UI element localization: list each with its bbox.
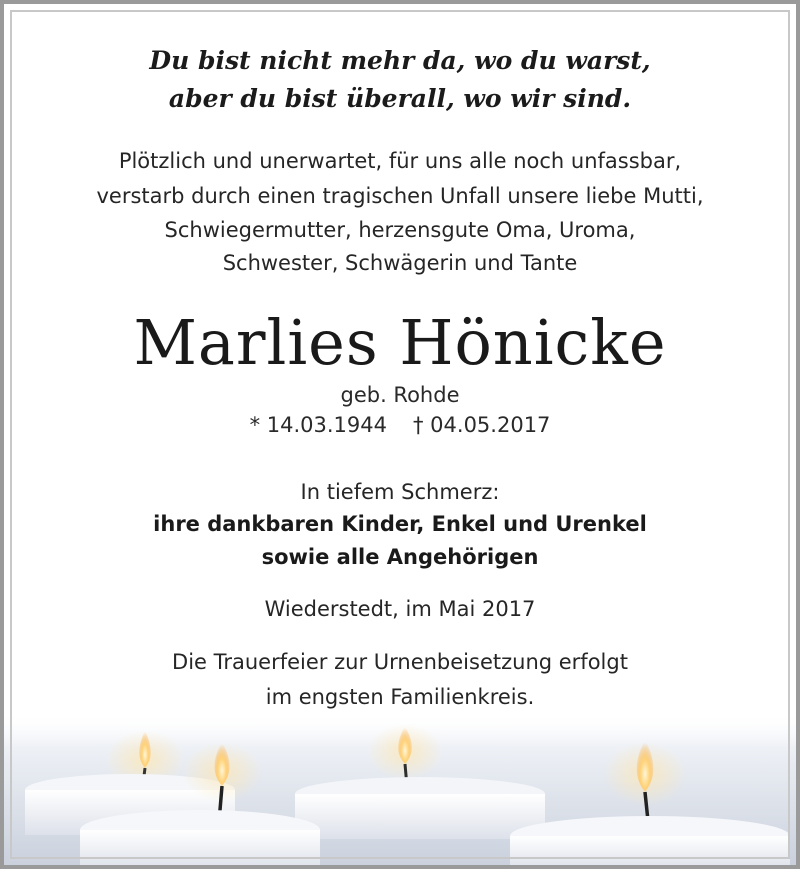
candles-image [0, 712, 800, 869]
deceased-name: Marlies Hönicke [133, 306, 667, 379]
intro-line-1: Plötzlich und unerwartet, für uns alle noch unfassbar, [118, 149, 682, 173]
mourners-line-1: ihre dankbaren Kinder, Enkel und Urenkel [153, 512, 647, 536]
place-date: Wiederstedt, im Mai 2017 [264, 597, 536, 621]
birth-date: * 14.03.1944 [249, 413, 387, 437]
intro-line-4: Schwester, Schwägerin und Tante [222, 251, 578, 275]
funeral-info-line-2: im engsten Familienkreis. [265, 685, 535, 709]
funeral-info-line-1: Die Trauerfeier zur Urnenbeisetzung erfolgt [172, 650, 628, 674]
intro-line-3: Schwiegermutter, herzensgute Oma, Uroma, [164, 218, 636, 242]
intro-line-2: verstarb durch einen tragischen Unfall unsere liebe Mutti, [96, 184, 704, 208]
life-dates [0, 408, 800, 442]
motto-line-2: aber du bist überall, wo wir sind. [168, 84, 632, 113]
death-date: † 04.05.2017 [413, 413, 551, 437]
mourners-line-2: sowie alle Angehörigen [261, 545, 539, 569]
motto-line-1: Du bist nicht mehr da, wo du warst, [149, 46, 651, 75]
birth-name: geb. Rohde [340, 383, 460, 407]
mourners-lead: In tiefem Schmerz: [300, 480, 500, 504]
